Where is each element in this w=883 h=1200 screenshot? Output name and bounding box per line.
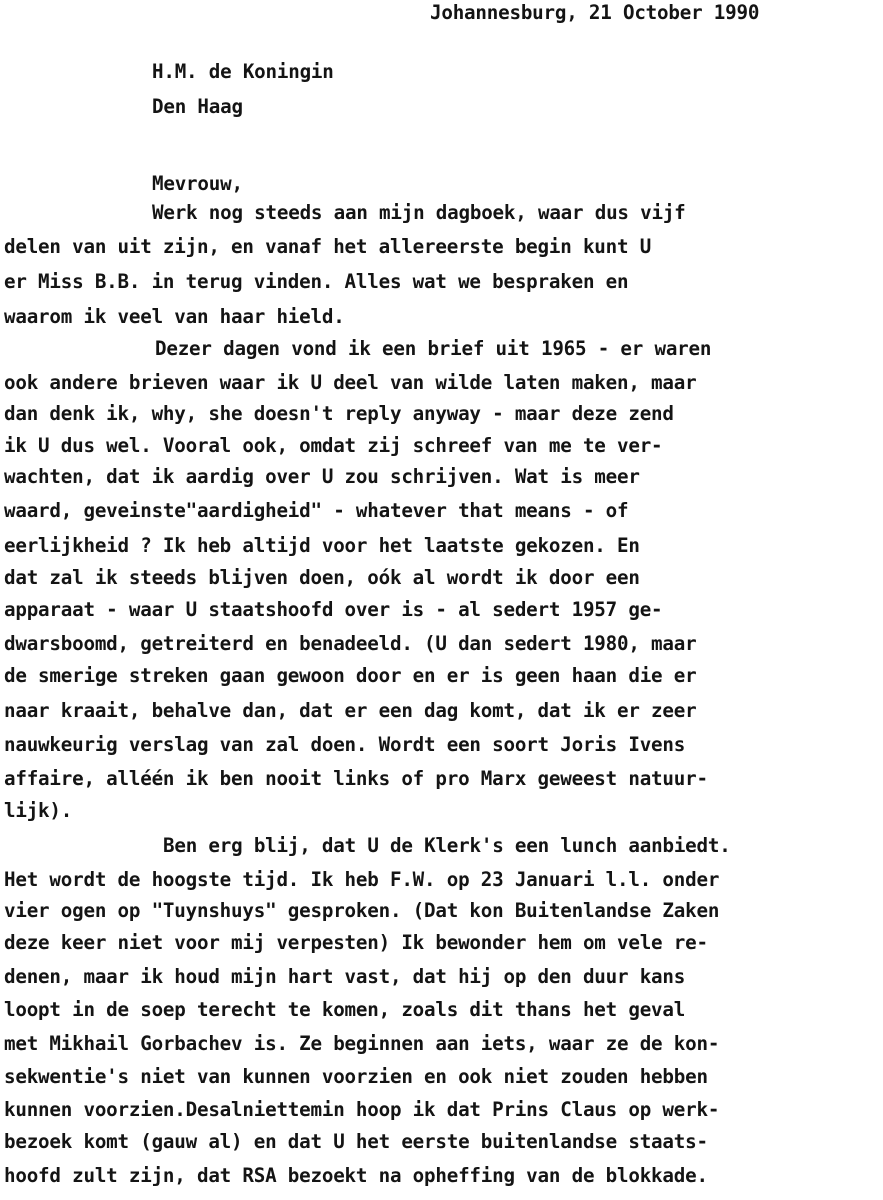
body-line: waard, geveinste"aardigheid" - whatever that means - of <box>4 499 629 522</box>
body-line: dan denk ik, why, she doesn't reply anyway - maar deze zend <box>4 402 674 425</box>
body-line: delen van uit zijn, en vanaf het allereerste begin kunt U <box>4 235 652 258</box>
body-line: deze keer niet voor mij verpesten) Ik bewonder hem om vele re- <box>4 931 708 954</box>
body-line: Ben erg blij, dat U de Klerk's een lunch aanbiedt. <box>163 834 731 857</box>
body-line: Het wordt de hoogste tijd. Ik heb F.W. op 23 Januari l.l. onder <box>4 868 720 891</box>
body-line: bezoek komt (gauw al) en dat U het eerste buitenlandse staats- <box>4 1130 708 1153</box>
body-line: hoofd zult zijn, dat RSA bezoekt na opheffing van de blokkade. <box>4 1164 708 1187</box>
body-line: loopt in de soep terecht te komen, zoals dit thans het geval <box>4 998 686 1021</box>
body-line: sekwentie's niet van kunnen voorzien en ook niet zouden hebben <box>4 1065 708 1088</box>
body-line: Dezer dagen vond ik een brief uit 1965 - er waren <box>155 337 712 360</box>
body-line: denen, maar ik houd mijn hart vast, dat hij op den duur kans <box>4 965 686 988</box>
recipient-line: H.M. de Koningin <box>152 60 334 83</box>
body-line: apparaat - waar U staatshoofd over is - al sedert 1957 ge- <box>4 598 663 621</box>
body-line: waarom ik veel van haar hield. <box>4 305 345 328</box>
body-line: ook andere brieven waar ik U deel van wilde laten maken, maar <box>4 371 697 394</box>
body-line: lijk). <box>4 799 73 822</box>
body-line: er Miss B.B. in terug vinden. Alles wat we bespraken en <box>4 270 629 293</box>
body-line: dat zal ik steeds blijven doen, oók al wordt ik door een <box>4 566 640 589</box>
body-line: eerlijkheid ? Ik heb altijd voor het laatste gekozen. En <box>4 534 640 557</box>
recipient-line: Den Haag <box>152 95 243 118</box>
body-line: Werk nog steeds aan mijn dagboek, waar dus vijf <box>152 201 686 224</box>
body-line: de smerige streken gaan gewoon door en er is geen haan die er <box>4 664 697 687</box>
body-line: affaire, alléén ik ben nooit links of pro Marx geweest natuur- <box>4 767 708 790</box>
salutation: Mevrouw, <box>152 172 243 195</box>
body-line: met Mikhail Gorbachev is. Ze beginnen aan iets, waar ze de kon- <box>4 1032 720 1055</box>
body-line: ik U dus wel. Vooral ook, omdat zij schreef van me te ver- <box>4 434 663 457</box>
body-line: nauwkeurig verslag van zal doen. Wordt een soort Joris Ivens <box>4 733 686 756</box>
body-line: wachten, dat ik aardig over U zou schrijven. Wat is meer <box>4 465 640 488</box>
body-line: dwarsboomd, getreiterd en benadeeld. (U dan sedert 1980, maar <box>4 632 697 655</box>
body-line: kunnen voorzien.Desalniettemin hoop ik dat Prins Claus op werk- <box>4 1098 720 1121</box>
letter-date: Johannesburg, 21 October 1990 <box>430 1 760 24</box>
body-line: naar kraait, behalve dan, dat er een dag komt, dat ik er zeer <box>4 699 697 722</box>
body-line: vier ogen op "Tuynshuys" gesproken. (Dat kon Buitenlandse Zaken <box>4 899 720 922</box>
